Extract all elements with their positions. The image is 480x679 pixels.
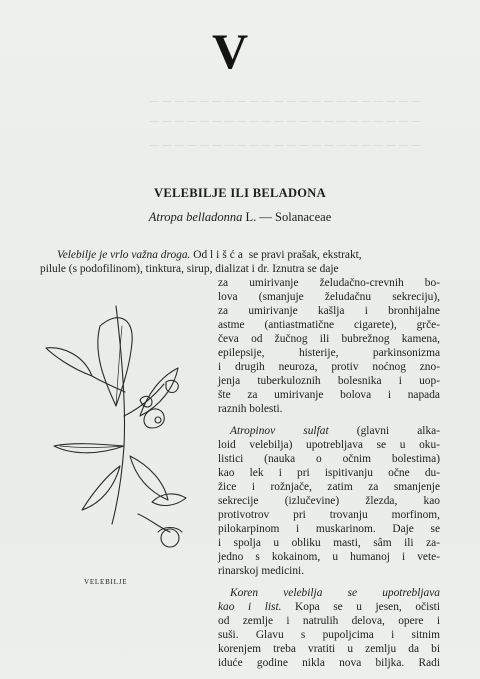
leaf-vein bbox=[60, 446, 124, 448]
leaf bbox=[54, 444, 124, 453]
family-name: L. — Solanaceae bbox=[242, 210, 332, 224]
text-line: raznih bolesti. bbox=[218, 403, 283, 415]
leaf bbox=[98, 318, 132, 406]
italic-lead: Velebilje je vrlo važna droga. bbox=[57, 249, 191, 261]
belladonna-illustration bbox=[30, 296, 210, 576]
italic-lead: Koren velebilja se upotrebljava bbox=[230, 587, 440, 599]
text-line: čeva od žučnog ili bubrežnog kamena, bbox=[218, 333, 440, 345]
text-line: od zemlje i natrulih delova, opere i bbox=[218, 615, 440, 627]
text-fragment: Kopa se u jesen, očisti bbox=[281, 601, 440, 613]
text-line: listici (nauka o očnim bolestima) bbox=[218, 453, 440, 465]
bleed-through-text: — — — — — — — — — — — — — — — — — — — — — — bbox=[150, 140, 422, 150]
text-line: i drugih neuroza, protiv noćnog zno- bbox=[218, 361, 440, 373]
root-stem bbox=[138, 514, 170, 532]
text-line bbox=[57, 248, 362, 262]
text-line: loid velebilja) upotrebljava se u oku- bbox=[218, 439, 440, 451]
text-line: žice i rožnjače, zatim za smanjenje bbox=[218, 481, 440, 493]
spaced-word: lišća bbox=[210, 249, 246, 261]
section-letter: V bbox=[212, 23, 249, 79]
berry bbox=[155, 417, 161, 423]
fruit-leaf bbox=[152, 494, 186, 506]
bleed-through-text: — — — — — — — — — — — — — — — — — — — — — — bbox=[150, 96, 422, 106]
italic-lead: kao i list. bbox=[218, 601, 282, 613]
text-line: pilule (s podofilinom), tinktura, sirup, dializat i dr. Iznutra se daje bbox=[40, 263, 339, 275]
leaf bbox=[82, 466, 120, 510]
leaf bbox=[130, 456, 168, 500]
text-line: kao lek i pri ispitivanju očne du- bbox=[218, 467, 440, 479]
text-line: za umirivanje kašlja i bronhijalne bbox=[218, 305, 440, 317]
text-line: sekrecije (izlučevine) žlezda, kao bbox=[218, 495, 440, 507]
text-line: epilepsije, histerije, parkinsonizma bbox=[218, 347, 440, 359]
text-fragment: Od bbox=[190, 249, 211, 261]
leaf bbox=[46, 348, 92, 376]
text-line: za umirivanje želudačno-crevnih bo- bbox=[218, 277, 440, 289]
text-fragment: se pravi prašak, ekstrakt, bbox=[245, 249, 362, 261]
text-line: lova (smanjuje želudačnu sekreciju), bbox=[218, 291, 440, 303]
illustration-caption: VELEBILJE bbox=[84, 578, 128, 586]
text-fragment: (glavni alka- bbox=[328, 425, 440, 437]
article-title: VELEBILJE ILI BELADONA bbox=[154, 186, 326, 200]
text-line bbox=[230, 586, 440, 600]
text-line: i spolja u obliku masti, sâm ili za- bbox=[218, 537, 440, 549]
text-line: astme (antiastmatične cigarete), grče- bbox=[218, 319, 440, 331]
text-line: rinarskoj medicini. bbox=[218, 565, 305, 577]
text-line: pilokarpinom i muskarinom. Daje se bbox=[218, 523, 440, 535]
text-line bbox=[230, 424, 440, 438]
text-line: protivotrov pri trovanju morfinom, bbox=[218, 509, 440, 521]
text-line: šte za umirivanje bolova i napada bbox=[218, 389, 440, 401]
text-line: suši. Glavu s pupoljcima i sitnim bbox=[218, 629, 440, 641]
text-line: jenja tuberkuloznih bolesnika i uop- bbox=[218, 375, 440, 387]
text-line: jedno s kokainom, u humanoj i vete- bbox=[218, 551, 440, 563]
main-stem bbox=[112, 306, 125, 524]
text-line: iduće godine nikla nova biljka. Radi bbox=[218, 657, 440, 669]
flower bbox=[166, 380, 178, 392]
text-line: korenjem treba vratiti u zemlju da bi bbox=[218, 643, 440, 655]
bleed-through-text: — — — — — — — — — — — — — — — — — — — — — — bbox=[150, 116, 422, 126]
italic-lead: Atropinov sulfat bbox=[230, 425, 329, 437]
branch bbox=[124, 384, 164, 416]
latin-name: Atropa belladonna bbox=[148, 210, 243, 224]
text-line bbox=[218, 600, 440, 614]
article-subtitle bbox=[0, 210, 480, 225]
